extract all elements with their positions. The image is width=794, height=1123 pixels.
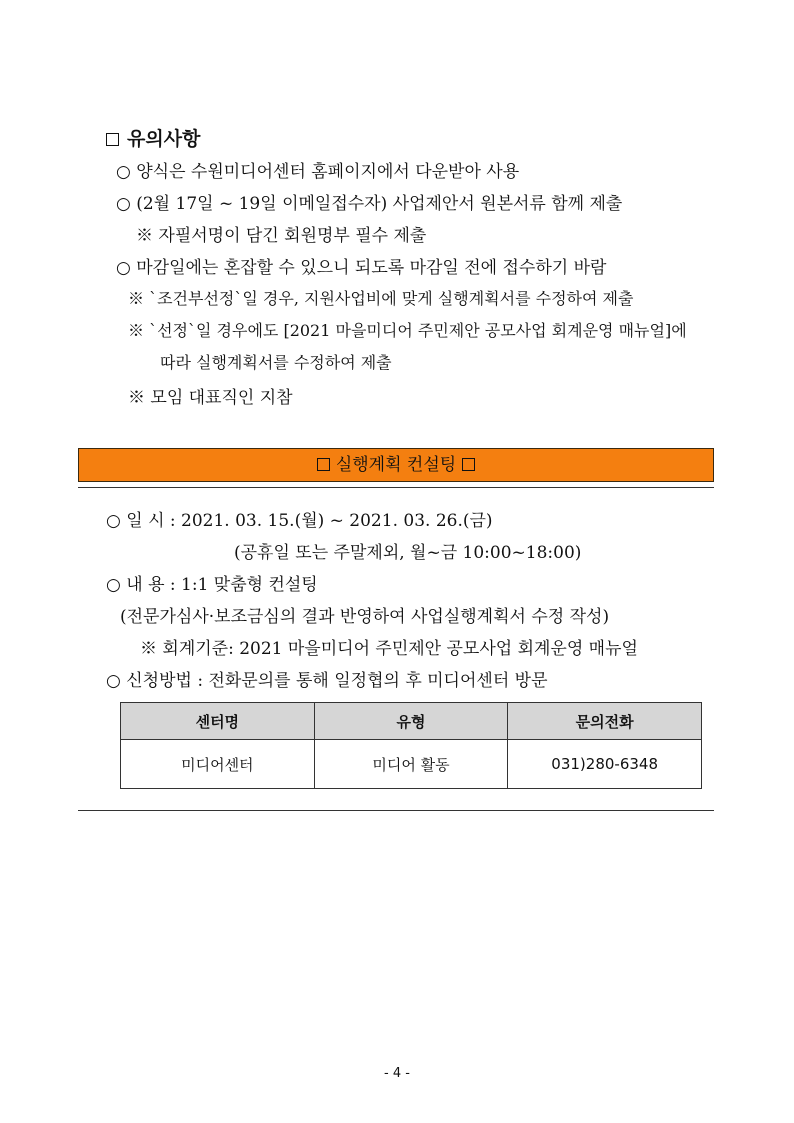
consulting-accounting-note: ※ 회계기준: 2021 마을미디어 주민제안 공모사업 회계운영 매뉴얼 xyxy=(140,639,638,659)
cell-type: 미디어 활동 xyxy=(314,740,508,789)
header-type: 유형 xyxy=(314,703,508,740)
consulting-schedule-note: (공휴일 또는 주말제외, 월~금 10:00~18:00) xyxy=(234,543,582,563)
table-header-row xyxy=(121,703,702,740)
checkbox-square-icon xyxy=(317,458,330,471)
notes-heading xyxy=(106,124,200,151)
note-item: ○ 마감일에는 혼잡할 수 있으니 되도록 마감일 전에 접수하기 바람 xyxy=(116,258,607,278)
divider xyxy=(78,487,714,488)
consulting-banner xyxy=(78,448,714,482)
notes-title: 유의사항 xyxy=(127,128,201,150)
header-phone: 문의전화 xyxy=(508,703,702,740)
note-item: ○ 양식은 수원미디어센터 홈페이지에서 다운받아 사용 xyxy=(116,162,520,182)
divider xyxy=(78,810,714,811)
checkbox-square-icon xyxy=(106,133,119,146)
note-subitem: ※ 모임 대표직인 지참 xyxy=(128,388,293,408)
note-subitem: ※ 자필서명이 담긴 회원명부 필수 제출 xyxy=(136,226,427,246)
note-subitem-continuation: 따라 실행계획서를 수정하여 제출 xyxy=(160,353,392,372)
note-item: ○ (2월 17일 ~ 19일 이메일접수자) 사업제안서 원본서류 함께 제출 xyxy=(116,194,623,214)
checkbox-square-icon xyxy=(462,458,475,471)
page-number: - 4 - xyxy=(384,1066,410,1081)
cell-center-name: 미디어센터 xyxy=(121,740,315,789)
consulting-apply-method: ○ 신청방법 : 전화문의를 통해 일정협의 후 미디어센터 방문 xyxy=(106,671,548,691)
header-center-name: 센터명 xyxy=(121,703,315,740)
contact-table xyxy=(120,702,702,789)
note-subitem: ※ `선정`일 경우에도 [2021 마을미디어 주민제안 공모사업 회계운영 매뉴얼]에 xyxy=(128,321,687,340)
table-row xyxy=(121,740,702,789)
consulting-content-note: (전문가심사·보조금심의 결과 반영하여 사업실행계획서 수정 작성) xyxy=(120,607,610,627)
note-subitem: ※ `조건부선정`일 경우, 지원사업비에 맞게 실행계획서를 수정하여 제출 xyxy=(128,289,634,308)
consulting-title: 실행계획 컨설팅 xyxy=(335,455,457,475)
consulting-schedule: ○ 일 시 : 2021. 03. 15.(월) ~ 2021. 03. 26.(금) xyxy=(106,511,493,531)
cell-phone: 031)280-6348 xyxy=(508,740,702,789)
consulting-content: ○ 내 용 : 1:1 맞춤형 컨설팅 xyxy=(106,575,318,595)
